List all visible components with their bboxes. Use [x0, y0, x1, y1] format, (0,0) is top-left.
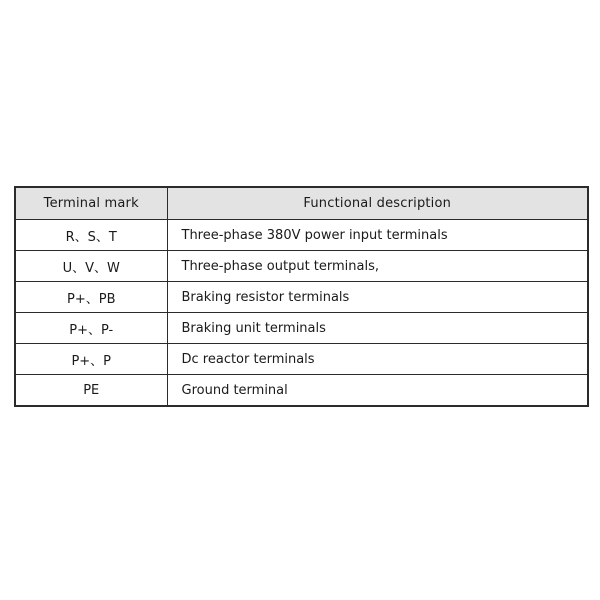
- table-row: [15, 344, 588, 375]
- description-cell: Braking resistor terminals: [167, 282, 588, 313]
- terminal-mark-cell: P+、PB: [15, 282, 167, 313]
- description-cell: Dc reactor terminals: [167, 344, 588, 375]
- description-cell: Three-phase 380V power input terminals: [167, 220, 588, 251]
- terminal-mark-cell: R、S、T: [15, 220, 167, 251]
- table-row: [15, 313, 588, 344]
- description-cell: Braking unit terminals: [167, 313, 588, 344]
- table-row: [15, 251, 588, 282]
- header-row: [15, 187, 588, 220]
- table-body: [15, 220, 588, 407]
- table-row: [15, 220, 588, 251]
- terminal-mark-cell: U、V、W: [15, 251, 167, 282]
- table-header: [15, 187, 588, 220]
- description-cell: Ground terminal: [167, 375, 588, 407]
- header-functional-description: Functional description: [167, 187, 588, 220]
- terminal-table: [14, 186, 589, 407]
- terminal-mark-cell: P+、P: [15, 344, 167, 375]
- table-row: [15, 282, 588, 313]
- header-terminal-mark: Terminal mark: [15, 187, 167, 220]
- description-cell: Three-phase output terminals,: [167, 251, 588, 282]
- terminal-mark-cell: P+、P-: [15, 313, 167, 344]
- table-row: [15, 375, 588, 407]
- terminal-mark-cell: PE: [15, 375, 167, 407]
